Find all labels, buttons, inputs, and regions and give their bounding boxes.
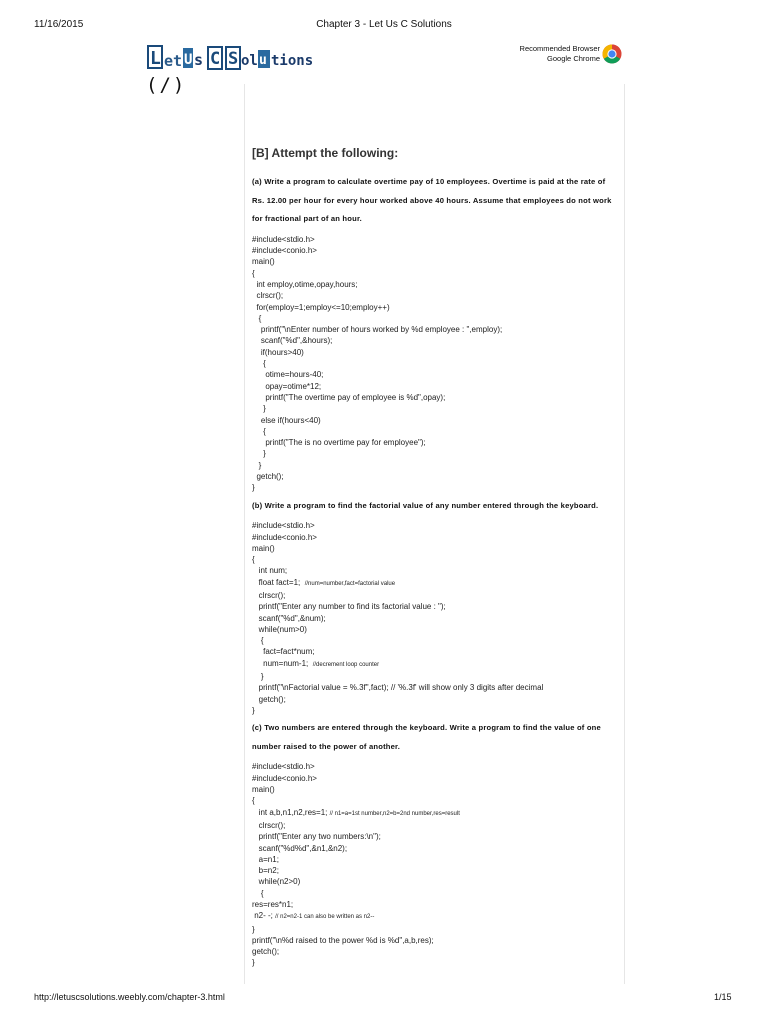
code-c-comment-1: // n1=a=1st number,n2=b=2nd number,res=result [329,810,460,817]
code-b-part-1: #include<stdio.h> #include<conio.h> main() { int num; float fact=1; [252,521,317,587]
question-c: (c) Two numbers are entered through the keyboard. Write a program to find the value of one number raised to the power of another. [252,723,601,751]
code-c-comment-2: // n2=n2-1 can also be written as n2-- [275,914,375,921]
code-block-b [252,520,614,716]
svg-text:U: U [184,52,193,68]
logo-home-link[interactable]: (/) [146,74,187,96]
site-logo[interactable] [146,44,314,74]
code-b-comment-1: //num=number,fact=factorial value [304,580,396,587]
svg-text:C: C [210,49,221,69]
svg-text:et: et [164,52,183,70]
svg-text:ol: ol [241,53,258,69]
recommended-line-1: Recommended Browser [519,44,600,53]
page-number: 1/15 [714,992,732,1002]
content-border-left [244,84,245,984]
code-b-part-3: } printf("\nFactorial value = %.3f",fact); // '%.3f' will show only 3 digits after decimal getch(); } [252,672,544,715]
content-border-right [624,84,625,984]
code-b-comment-2: //decrement loop counter [312,661,380,668]
code-c-part-1: #include<stdio.h> #include<conio.h> main() { int a,b,n1,n2,res=1; [252,762,328,817]
svg-text:S: S [228,49,239,69]
svg-text:u: u [259,53,267,68]
chrome-icon [602,44,622,64]
recommended-line-2: Google Chrome [547,54,600,63]
svg-text:tions: tions [271,53,314,69]
recommended-browser [516,44,624,68]
question-a: (a) Write a program to calculate overtime pay of 10 employees. Overtime is paid at the rate of Rs. 12.00 per hour for every hour worked above 40 hours. Assume that employees do not work for fractional part of an hour. [252,177,612,224]
code-b-part-2: clrscr(); printf("Enter any number to find its factorial value : "); scanf("%d",&num); while(num>0) { fact=fact*num; num=num-1; [258,590,446,668]
svg-text:L: L [150,48,161,69]
code-c-part-3: } printf("\n%d raised to the power %d is %d",a,b,res); getch(); } [252,924,434,968]
code-block-a: #include<stdio.h> #include<conio.h> main() { int employ,otime,opay,hours; clrscr(); for(employ=1;employ<=10;employ++) { printf("\nEnter number of hours worked by %d employee : ",employ); scanf("%d",&hours); if(hours>40) { otime=hours-40; opay=otime*12; printf("The overtime pay of employee is %d",opay); } else if(hours<40) { printf("The is no overtime pay for employee"); } } getch(); } [252,234,503,493]
print-header [0,0,768,30]
print-date: 11/16/2015 [34,19,84,30]
site-logo-image [146,44,314,74]
print-title: Chapter 3 - Let Us C Solutions [316,19,452,30]
article-body [252,146,614,972]
code-c-part-2: clrscr(); printf("Enter any two numbers:\n"); scanf("%d%d",&n1,&n2); a=n1; b=n2; while(n2>0) { res=res*n1; n2- -; [252,820,381,921]
recommended-text [516,44,600,64]
svg-text:s: s [194,51,204,69]
code-block-c [252,761,614,968]
section-heading: [B] Attempt the following: [252,146,399,160]
page-url[interactable]: http://letuscsolutions.weebly.com/chapter-3.html [34,992,225,1002]
question-b: (b) Write a program to find the factorial value of any number entered through the keyboard. [252,500,599,510]
